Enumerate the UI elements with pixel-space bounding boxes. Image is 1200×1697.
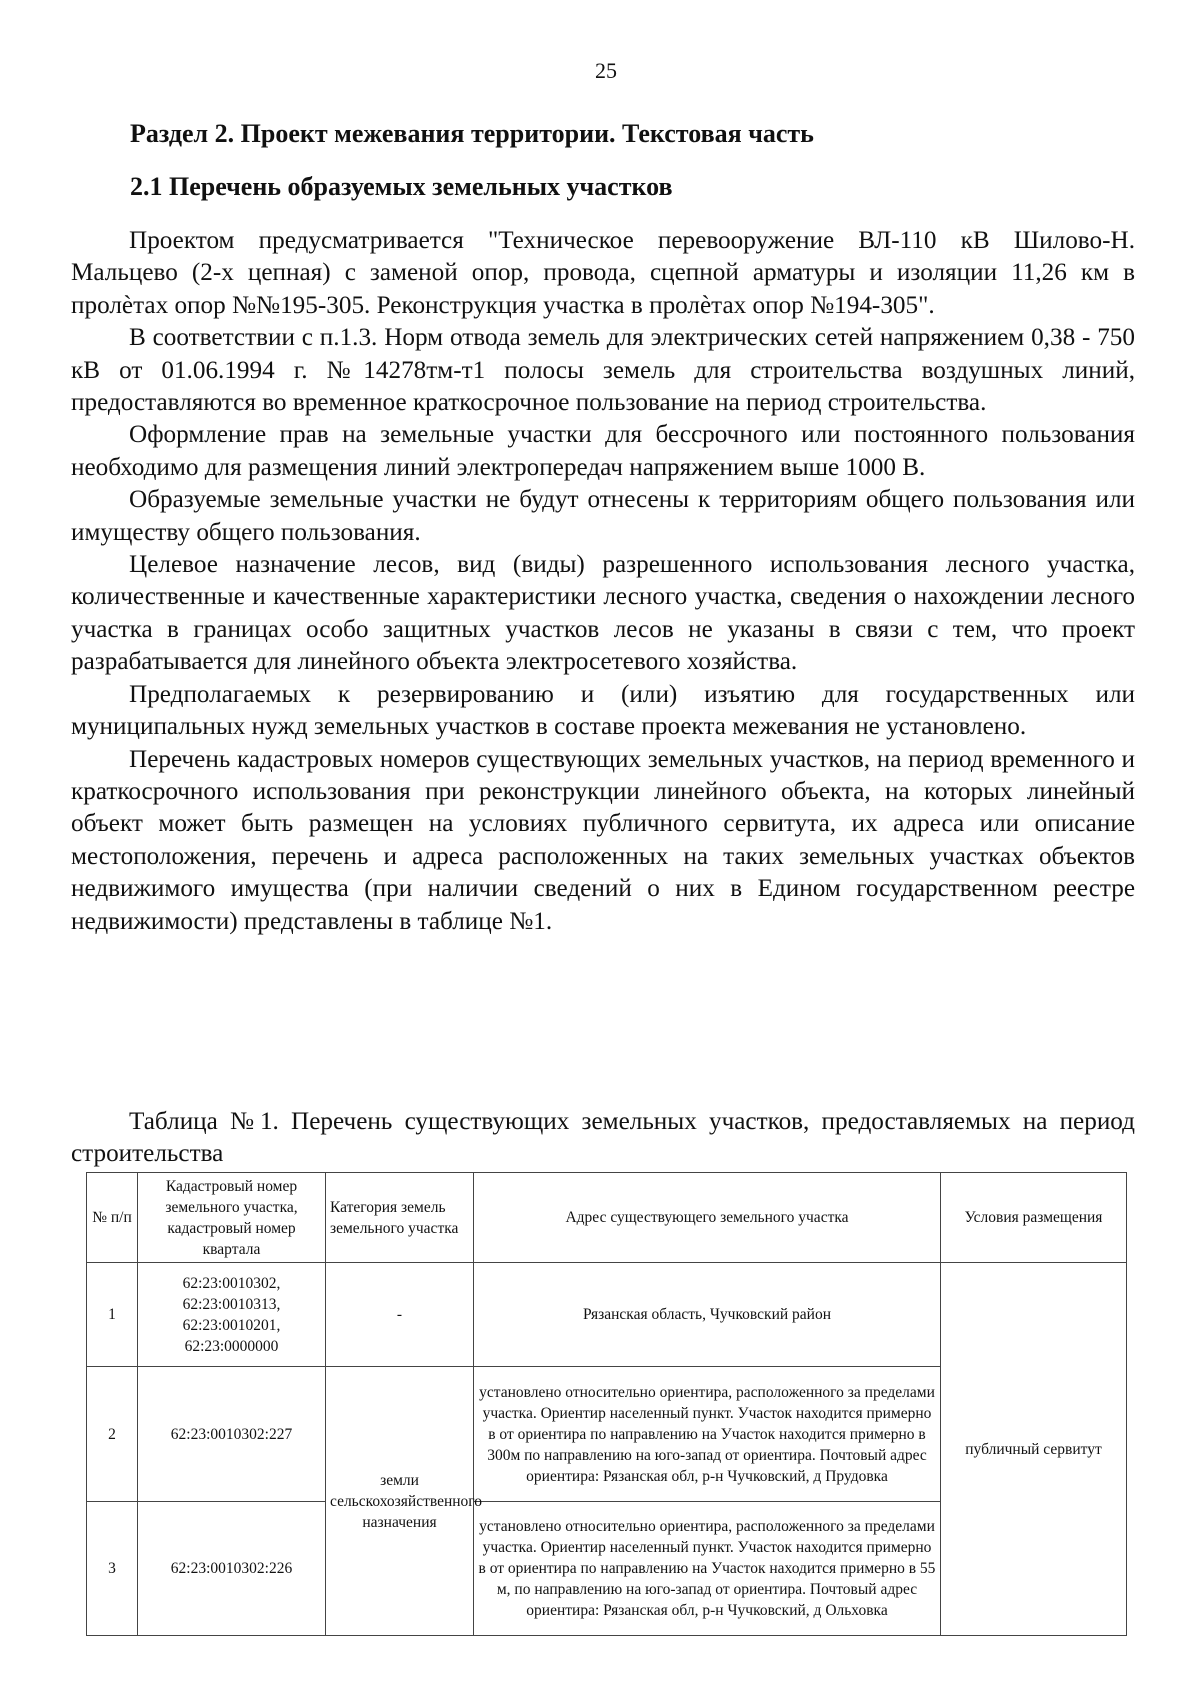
row-address: установлено относительно ориентира, расположенного за пределами участка. Ориентир населенный пункт. Участок находится примерно в от ориентира по направлению на Участок находится примерно в 300м по направлению на юго-запад от ориентира. Почтовый адрес ориентира: Рязанская обл, р-н Чучковский, д Прудовка [474,1367,941,1502]
subsection-title: 2.1 Перечень образуемых земельных участков [130,172,673,201]
paragraph: Проектом предусматривается "Техническое перевооружение ВЛ-110 кВ Шилово-Н. Мальцево (2-х цепная) с заменой опор, провода, сцепной арматуры и изоляции 11,26 км в пролѐтах опор №№195-305. Реконструкция участка в пролѐтах опор №194-305". [71,227,1135,319]
paragraph: Образуемые земельные участки не будут отнесены к территориям общего пользования или имуществу общего пользования. [71,486,1135,546]
paragraph: Перечень кадастровых номеров существующих земельных участков, на период временного и краткосрочного использования при реконструкции линейного объекта, на которых линейный объект может быть размещен на условиях публичного сервитута, их адреса или описание местоположения, перечень и адреса расположенных на таких земельных участках объектов недвижимого имущества (при наличии сведений о них в Едином государственном реестре недвижимости) представлены в таблице №1. [71,745,1135,935]
paragraph: Оформление прав на земельные участки для бессрочного или постоянного пользования необходимо для размещения линий электропередач напряжением выше 1000 В. [71,421,1135,481]
header-num: № п/п [87,1173,138,1263]
row-num: 2 [87,1367,138,1502]
paragraph: Целевое назначение лесов, вид (виды) разрешенного использования лесного участка, количественные и качественные характеристики лесного участка, сведения о нахождении лесного участка в границах особо защитных участков лесов не указаны в связи с тем, что проект разрабатывается для линейного объекта электросетевого хозяйства. [71,551,1135,676]
row-cadastral: 62:23:0010302:227 [138,1367,326,1502]
row-num: 3 [87,1502,138,1636]
row-cadastral: 62:23:0010302:226 [138,1502,326,1636]
row-conditions: публичный сервитут [941,1263,1127,1636]
row-address: Рязанская область, Чучковский район [474,1263,941,1367]
table-row [87,1263,1127,1367]
header-cadastral: Кадастровый номер земельного участка, кадастровый номер квартала [138,1173,326,1263]
land-plots-table [86,1172,1127,1636]
section-title: Раздел 2. Проект межевания территории. Текстовая часть [130,119,814,148]
paragraph: В соответствии с п.1.3. Норм отвода земель для электрических сетей напряжением 0,38 - 750 кВ от 01.06.1994 г. №14278тм-т1 полосы земель для строительства воздушных линий, предоставляются во временное краткосрочное пользование на период строительства. [71,324,1135,417]
row-cadastral: 62:23:0010302, 62:23:0010313, 62:23:0010201, 62:23:0000000 [138,1263,326,1367]
row-category: земли сельскохозяйственного назначения [326,1367,474,1636]
header-category: Категория земель земельного участка [326,1173,474,1263]
body-text [71,225,1135,938]
header-conditions: Условия размещения [941,1173,1127,1263]
row-address: установлено относительно ориентира, расположенного за пределами участка. Ориентир населенный пункт. Участок находится примерно в от ориентира по направлению на Участок находится примерно в 55 м, по направлению на юго-запад от ориентира. Почтовый адрес ориентира: Рязанская обл, р-н Чучковский, д Ольховка [474,1502,941,1636]
table-caption: Таблица №1. Перечень существующих земельных участков, предоставляемых на период строительства [71,1108,1135,1168]
page-number: 25 [595,58,617,83]
row-num: 1 [87,1263,138,1367]
table-header-row [87,1173,1127,1263]
row-category: - [326,1263,474,1367]
paragraph: Предполагаемых к резервированию и (или) изъятию для государственных или муниципальных нужд земельных участков в составе проекта межевания не установлено. [71,680,1135,741]
header-address: Адрес существующего земельного участка [474,1173,941,1263]
